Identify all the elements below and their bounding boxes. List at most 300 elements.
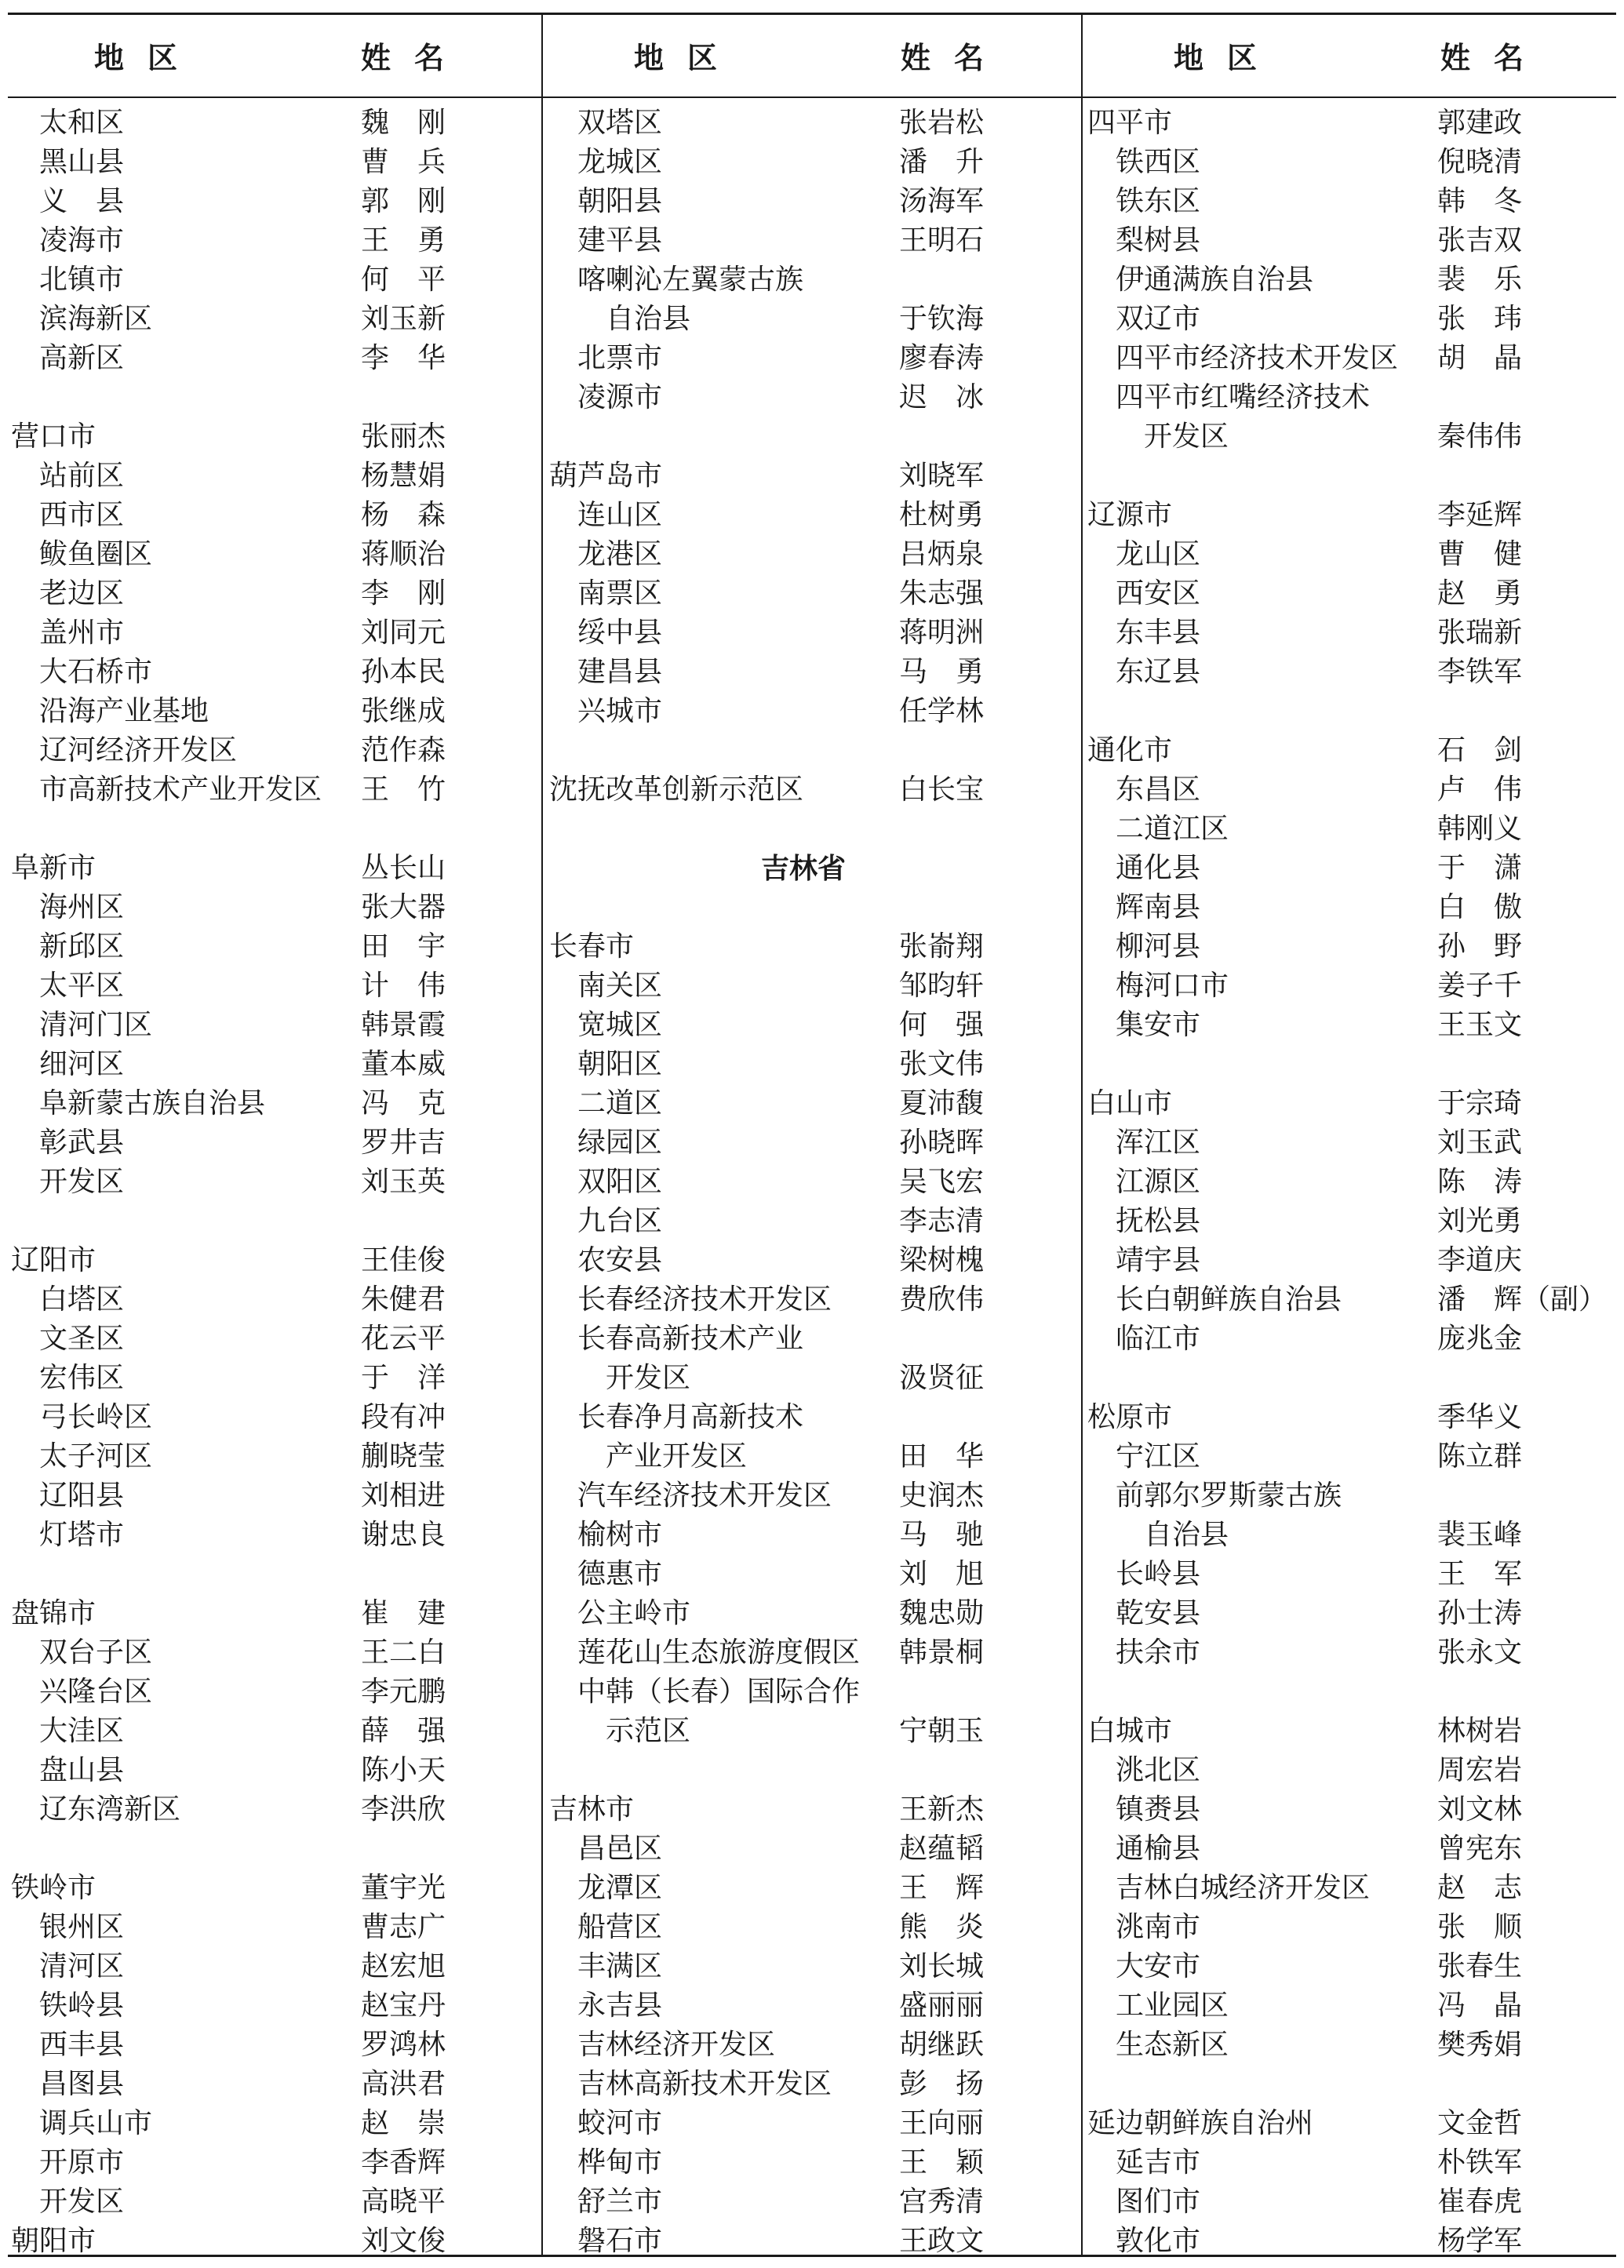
name-cell: 盛丽丽 (899, 1990, 985, 2022)
name-cell: 花云平 (361, 1323, 446, 1355)
region-cell: 长春净月高新技术 (577, 1401, 804, 1433)
table-row (549, 1045, 1075, 1084)
name-cell: 冯 晶 (1437, 1990, 1523, 2022)
name-cell: 刘玉英 (361, 1166, 446, 1198)
region-cell: 双台子区 (39, 1636, 153, 1669)
region-cell: 太平区 (39, 970, 125, 1002)
name-cell: 刘同元 (361, 617, 446, 649)
table-row (1087, 1594, 1613, 1633)
table-row (11, 1241, 537, 1280)
table-row (549, 260, 1075, 300)
name-cell: 孙晓晖 (899, 1127, 985, 1159)
region-cell: 通榆县 (1116, 1833, 1201, 1865)
table-row (1087, 927, 1613, 967)
region-cell: 集安市 (1116, 1009, 1201, 1041)
region-cell: 阜新蒙古族自治县 (39, 1087, 266, 1119)
region-cell: 自治县 (606, 303, 691, 335)
table-row (549, 1476, 1075, 1516)
table-row (549, 1986, 1075, 2026)
name-cell: 邹昀轩 (899, 970, 985, 1002)
region-cell: 宁江区 (1116, 1440, 1201, 1473)
region-cell: 梨树县 (1116, 224, 1201, 257)
table-row (549, 496, 1075, 535)
name-cell: 韩景霞 (361, 1009, 446, 1041)
table-row (549, 1555, 1075, 1594)
table-row (1087, 1476, 1613, 1516)
table-row (1087, 1751, 1613, 1790)
region-cell: 丰满区 (577, 1950, 663, 1982)
name-cell: 魏 刚 (361, 107, 446, 139)
region-cell: 西安区 (1116, 577, 1201, 610)
name-cell: 裴 乐 (1437, 264, 1523, 296)
table-row (11, 2222, 537, 2261)
region-cell: 盘锦市 (11, 1597, 96, 1629)
table-row (11, 182, 537, 221)
name-cell: 王明石 (899, 224, 985, 257)
table-row (11, 810, 537, 849)
region-cell: 双辽市 (1116, 303, 1201, 335)
table-row (11, 1084, 537, 1123)
name-cell: 周宏岩 (1437, 1754, 1523, 1786)
region-cell: 二道江区 (1116, 813, 1229, 845)
name-cell: 庞兆金 (1437, 1323, 1523, 1355)
name-cell: 魏忠勋 (899, 1597, 985, 1629)
name-cell: 汤海军 (899, 185, 985, 217)
region-cell: 辽阳市 (11, 1244, 96, 1276)
region-cell: 白城市 (1087, 1715, 1173, 1747)
name-cell: 董宇光 (361, 1872, 446, 1904)
region-cell: 灯塔市 (39, 1519, 125, 1551)
name-cell: 李 华 (361, 342, 446, 374)
table-row (549, 535, 1075, 574)
name-cell: 梁树槐 (899, 1244, 985, 1276)
name-cell: 张吉双 (1437, 224, 1523, 257)
name-cell: 郭 刚 (361, 185, 446, 217)
table-row (11, 653, 537, 692)
table-row (1087, 417, 1613, 457)
table-row (11, 1516, 537, 1555)
name-cell: 罗井吉 (361, 1127, 446, 1159)
table-row (1087, 1516, 1613, 1555)
name-cell: 张丽杰 (361, 420, 446, 453)
table-row (549, 2143, 1075, 2182)
header-region-col2: 地区 (634, 40, 741, 75)
table-row (549, 1751, 1075, 1790)
table-row (1087, 182, 1613, 221)
table-row (549, 1829, 1075, 1869)
name-cell: 王 勇 (361, 224, 446, 257)
table-row (11, 1633, 537, 1673)
region-cell: 铁西区 (1116, 146, 1201, 178)
region-cell: 船营区 (577, 1911, 663, 1943)
table-row (1087, 260, 1613, 300)
region-cell: 银州区 (39, 1911, 125, 1943)
region-cell: 梅河口市 (1116, 970, 1229, 1002)
table-row (11, 1555, 537, 1594)
table-row (549, 1241, 1075, 1280)
table-row (549, 2065, 1075, 2104)
region-cell: 中韩（长春）国际合作 (577, 1676, 861, 1708)
table-row (1087, 1320, 1613, 1359)
table-row (549, 1084, 1075, 1123)
region-cell: 吉林白城经济开发区 (1116, 1872, 1371, 1904)
name-cell: 蒋明洲 (899, 617, 985, 649)
region-cell: 昌图县 (39, 2068, 125, 2100)
name-cell: 张 顺 (1437, 1911, 1523, 1943)
region-cell: 建平县 (577, 224, 663, 257)
header-region-col3: 地区 (1174, 40, 1281, 75)
region-cell: 大安市 (1116, 1950, 1201, 1982)
name-cell: 曹 兵 (361, 146, 446, 178)
name-cell: 史润杰 (899, 1480, 985, 1512)
region-cell: 吉林高新技术开发区 (577, 2068, 832, 2100)
table-row (549, 2104, 1075, 2143)
region-cell: 柳河县 (1116, 930, 1201, 963)
name-cell: 熊 炎 (899, 1911, 985, 1943)
region-cell: 沈抚改革创新示范区 (549, 774, 804, 806)
name-cell: 曹志广 (361, 1911, 446, 1943)
region-cell: 图们市 (1116, 2186, 1201, 2218)
table-row (11, 1947, 537, 1986)
table-row (1087, 2222, 1613, 2261)
region-cell: 黑山县 (39, 146, 125, 178)
table-row (549, 574, 1075, 613)
region-cell: 铁东区 (1116, 185, 1201, 217)
name-cell: 刘玉新 (361, 303, 446, 335)
region-cell: 自治县 (1144, 1519, 1229, 1551)
region-cell: 桦甸市 (577, 2146, 663, 2179)
name-cell: 李洪欣 (361, 1793, 446, 1826)
region-cell: 绿园区 (577, 1127, 663, 1159)
table-row (1087, 1280, 1613, 1320)
name-cell: 刘晓军 (899, 460, 985, 492)
name-cell: 王政文 (899, 2225, 985, 2257)
table-row (11, 143, 537, 182)
region-cell: 细河区 (39, 1048, 125, 1080)
name-cell: 刘 旭 (899, 1558, 985, 1590)
name-cell: 白长宝 (899, 774, 985, 806)
region-cell: 舒兰市 (577, 2186, 663, 2218)
name-cell: 王 辉 (899, 1872, 985, 1904)
table-row (1087, 574, 1613, 613)
region-cell: 北镇市 (39, 264, 125, 296)
table-row (11, 1476, 537, 1516)
region-cell: 四平市 (1087, 107, 1173, 139)
region-cell: 沿海产业基地 (39, 695, 209, 727)
region-cell: 大石桥市 (39, 656, 153, 688)
table-row (11, 2026, 537, 2065)
name-cell: 于 洋 (361, 1362, 446, 1394)
region-cell: 敦化市 (1116, 2225, 1201, 2257)
table-row (1087, 339, 1613, 378)
region-cell: 太子河区 (39, 1440, 153, 1473)
name-cell: 赵宏旭 (361, 1950, 446, 1982)
region-cell: 阜新市 (11, 852, 96, 884)
region-cell: 北票市 (577, 342, 663, 374)
region-cell: 德惠市 (577, 1558, 663, 1590)
table-row (11, 1202, 537, 1241)
table-row (549, 692, 1075, 731)
table-row (549, 1280, 1075, 1320)
region-cell: 莲花山生态旅游度假区 (577, 1636, 861, 1669)
table-row (1087, 143, 1613, 182)
region-cell: 四平市红嘴经济技术 (1116, 381, 1371, 413)
table-row (1087, 888, 1613, 927)
name-cell: 韩 冬 (1437, 185, 1523, 217)
table-row (11, 535, 537, 574)
name-cell: 范作森 (361, 734, 446, 766)
name-cell: 廖春涛 (899, 342, 985, 374)
region-cell: 开发区 (39, 2186, 125, 2218)
header-name-col3: 姓名 (1440, 40, 1548, 75)
region-cell: 开原市 (39, 2146, 125, 2179)
table-row (1087, 810, 1613, 849)
name-cell: 任学林 (899, 695, 985, 727)
table-row (11, 417, 537, 457)
name-cell: 李道庆 (1437, 1244, 1523, 1276)
table-row (11, 1163, 537, 1202)
table-row (549, 1163, 1075, 1202)
table-row (11, 1045, 537, 1084)
name-cell: 蒋顺治 (361, 538, 446, 570)
table-row (11, 339, 537, 378)
name-cell: 薛 强 (361, 1715, 446, 1747)
region-cell: 龙山区 (1116, 538, 1201, 570)
name-cell: 卢 伟 (1437, 774, 1523, 806)
region-cell: 清河区 (39, 1950, 125, 1982)
table-row (11, 849, 537, 888)
region-cell: 盘山县 (39, 1754, 125, 1786)
region-cell: 高新区 (39, 342, 125, 374)
region-cell: 吉林经济开发区 (577, 2029, 776, 2061)
region-cell: 蛟河市 (577, 2107, 663, 2139)
name-cell: 杨慧娟 (361, 460, 446, 492)
name-cell: 张瑞新 (1437, 617, 1523, 649)
region-cell: 双塔区 (577, 107, 663, 139)
table-row (1087, 1908, 1613, 1947)
table-row (1087, 731, 1613, 770)
table-row (549, 888, 1075, 927)
region-cell: 靖宇县 (1116, 1244, 1201, 1276)
table-row (549, 613, 1075, 653)
table-row (549, 378, 1075, 417)
table-row (1087, 1398, 1613, 1437)
table-row (11, 1594, 537, 1633)
region-cell: 洮南市 (1116, 1911, 1201, 1943)
name-cell: 潘 升 (899, 146, 985, 178)
region-cell: 公主岭市 (577, 1597, 691, 1629)
region-cell: 南票区 (577, 577, 663, 610)
region-cell: 农安县 (577, 1244, 663, 1276)
region-cell: 市高新技术产业开发区 (39, 774, 322, 806)
region-cell: 示范区 (606, 1715, 691, 1747)
name-cell: 张岩松 (899, 107, 985, 139)
region-cell: 镇赉县 (1116, 1793, 1201, 1826)
table-row (1087, 457, 1613, 496)
table-row (1087, 1163, 1613, 1202)
table-row (549, 1398, 1075, 1437)
table-row (1087, 1673, 1613, 1712)
table-row (1087, 1986, 1613, 2026)
region-cell: 调兵山市 (39, 2107, 153, 2139)
table-row (11, 927, 537, 967)
region-cell: 通化县 (1116, 852, 1201, 884)
table-row (11, 2182, 537, 2222)
region-cell: 长春市 (549, 930, 635, 963)
table-row (11, 1908, 537, 1947)
name-cell: 计 伟 (361, 970, 446, 1002)
name-cell: 马 勇 (899, 656, 985, 688)
name-cell: 刘文林 (1437, 1793, 1523, 1826)
name-cell: 季华义 (1437, 1401, 1523, 1433)
name-cell: 张继成 (361, 695, 446, 727)
region-cell: 朝阳市 (11, 2225, 96, 2257)
table-row (1087, 1045, 1613, 1084)
name-cell: 董本威 (361, 1048, 446, 1080)
table-column-3 (1087, 104, 1613, 2261)
name-cell: 夏沛馥 (899, 1087, 985, 1119)
region-cell: 通化市 (1087, 734, 1173, 766)
table-row (11, 457, 537, 496)
region-cell: 宏伟区 (39, 1362, 125, 1394)
table-row (549, 1437, 1075, 1476)
region-cell: 吉林市 (549, 1793, 635, 1826)
region-cell: 营口市 (11, 420, 96, 453)
region-cell: 海州区 (39, 891, 125, 923)
region-cell: 浑江区 (1116, 1127, 1201, 1159)
name-cell: 冯 克 (361, 1087, 446, 1119)
table-row (549, 1908, 1075, 1947)
table-row (11, 1320, 537, 1359)
region-cell: 九台区 (577, 1205, 663, 1237)
name-cell: 姜子千 (1437, 970, 1523, 1002)
name-cell: 朱志强 (899, 577, 985, 610)
name-cell: 曹 健 (1437, 538, 1523, 570)
table-row (11, 1751, 537, 1790)
region-cell: 建昌县 (577, 656, 663, 688)
region-cell: 龙城区 (577, 146, 663, 178)
table-row (549, 104, 1075, 143)
region-cell: 洮北区 (1116, 1754, 1201, 1786)
name-cell: 何 强 (899, 1009, 985, 1041)
name-cell: 胡继跃 (899, 2029, 985, 2061)
name-cell: 赵 勇 (1437, 577, 1523, 610)
region-cell: 伊通满族自治县 (1116, 264, 1314, 296)
table-row (11, 221, 537, 260)
table-row (549, 927, 1075, 967)
name-cell: 王玉文 (1437, 1009, 1523, 1041)
region-cell: 延吉市 (1116, 2146, 1201, 2179)
table-row (1087, 378, 1613, 417)
table-row (549, 1947, 1075, 1986)
region-cell: 长春经济技术开发区 (577, 1283, 832, 1316)
region-cell: 滨海新区 (39, 303, 153, 335)
table-row (1087, 2182, 1613, 2222)
region-cell: 前郭尔罗斯蒙古族 (1116, 1480, 1342, 1512)
table-row (1087, 1947, 1613, 1986)
name-cell: 宫秀清 (899, 2186, 985, 2218)
table-row (549, 1006, 1075, 1045)
name-cell: 王向丽 (899, 2107, 985, 2139)
name-cell: 樊秀娟 (1437, 2029, 1523, 2061)
name-cell: 丛长山 (361, 852, 446, 884)
table-row (11, 2104, 537, 2143)
name-cell: 张 玮 (1437, 303, 1523, 335)
table-row (1087, 300, 1613, 339)
name-cell: 李志清 (899, 1205, 985, 1237)
region-cell: 站前区 (39, 460, 125, 492)
name-cell: 于 潇 (1437, 852, 1523, 884)
table-row (1087, 613, 1613, 653)
table-row (11, 300, 537, 339)
name-cell: 李铁军 (1437, 656, 1523, 688)
table-row (549, 1790, 1075, 1829)
table-row (549, 221, 1075, 260)
column-divider-1 (541, 14, 543, 2255)
name-cell: 陈立群 (1437, 1440, 1523, 1473)
name-cell: 张永文 (1437, 1636, 1523, 1669)
table-row (549, 967, 1075, 1006)
name-cell: 于宗琦 (1437, 1087, 1523, 1119)
table-row (1087, 967, 1613, 1006)
table-row (1087, 1869, 1613, 1908)
name-cell: 王佳俊 (361, 1244, 446, 1276)
region-cell: 长岭县 (1116, 1558, 1201, 1590)
name-cell: 韩景桐 (899, 1636, 985, 1669)
table-row (549, 1123, 1075, 1163)
table-row (11, 1437, 537, 1476)
table-row (1087, 1437, 1613, 1476)
name-cell: 朴铁军 (1437, 2146, 1523, 2179)
name-cell: 吴飞宏 (899, 1166, 985, 1198)
table-row (549, 1633, 1075, 1673)
name-cell: 赵蕴韬 (899, 1833, 985, 1865)
name-cell: 刘长城 (899, 1950, 985, 1982)
table-row (549, 417, 1075, 457)
table-row (1087, 1829, 1613, 1869)
region-cell: 东昌区 (1116, 774, 1201, 806)
table-row (549, 2222, 1075, 2261)
name-cell: 谢忠良 (361, 1519, 446, 1551)
table-row (11, 1673, 537, 1712)
table-row (549, 1359, 1075, 1398)
region-cell: 工业园区 (1116, 1990, 1229, 2022)
region-cell: 白山市 (1087, 1087, 1173, 1119)
table-row (1087, 849, 1613, 888)
table-row (549, 2026, 1075, 2065)
region-cell: 东辽县 (1116, 656, 1201, 688)
name-cell: 杨 森 (361, 499, 446, 531)
table-row (11, 260, 537, 300)
table-row (549, 339, 1075, 378)
table-row (11, 1006, 537, 1045)
name-cell: 潘 辉（副） (1437, 1283, 1608, 1316)
table-row (1087, 1555, 1613, 1594)
header-region-col1: 地区 (94, 40, 202, 75)
table-row (549, 731, 1075, 770)
region-cell: 开发区 (606, 1362, 691, 1394)
region-cell: 西丰县 (39, 2029, 125, 2061)
name-cell: 陈小天 (361, 1754, 446, 1786)
region-cell: 凌源市 (577, 381, 663, 413)
region-cell: 昌邑区 (577, 1833, 663, 1865)
name-cell: 王 竹 (361, 774, 446, 806)
table-row (11, 731, 537, 770)
name-cell: 秦伟伟 (1437, 420, 1523, 453)
name-cell: 赵宝丹 (361, 1990, 446, 2022)
table-row (1087, 2065, 1613, 2104)
table-row (11, 888, 537, 927)
